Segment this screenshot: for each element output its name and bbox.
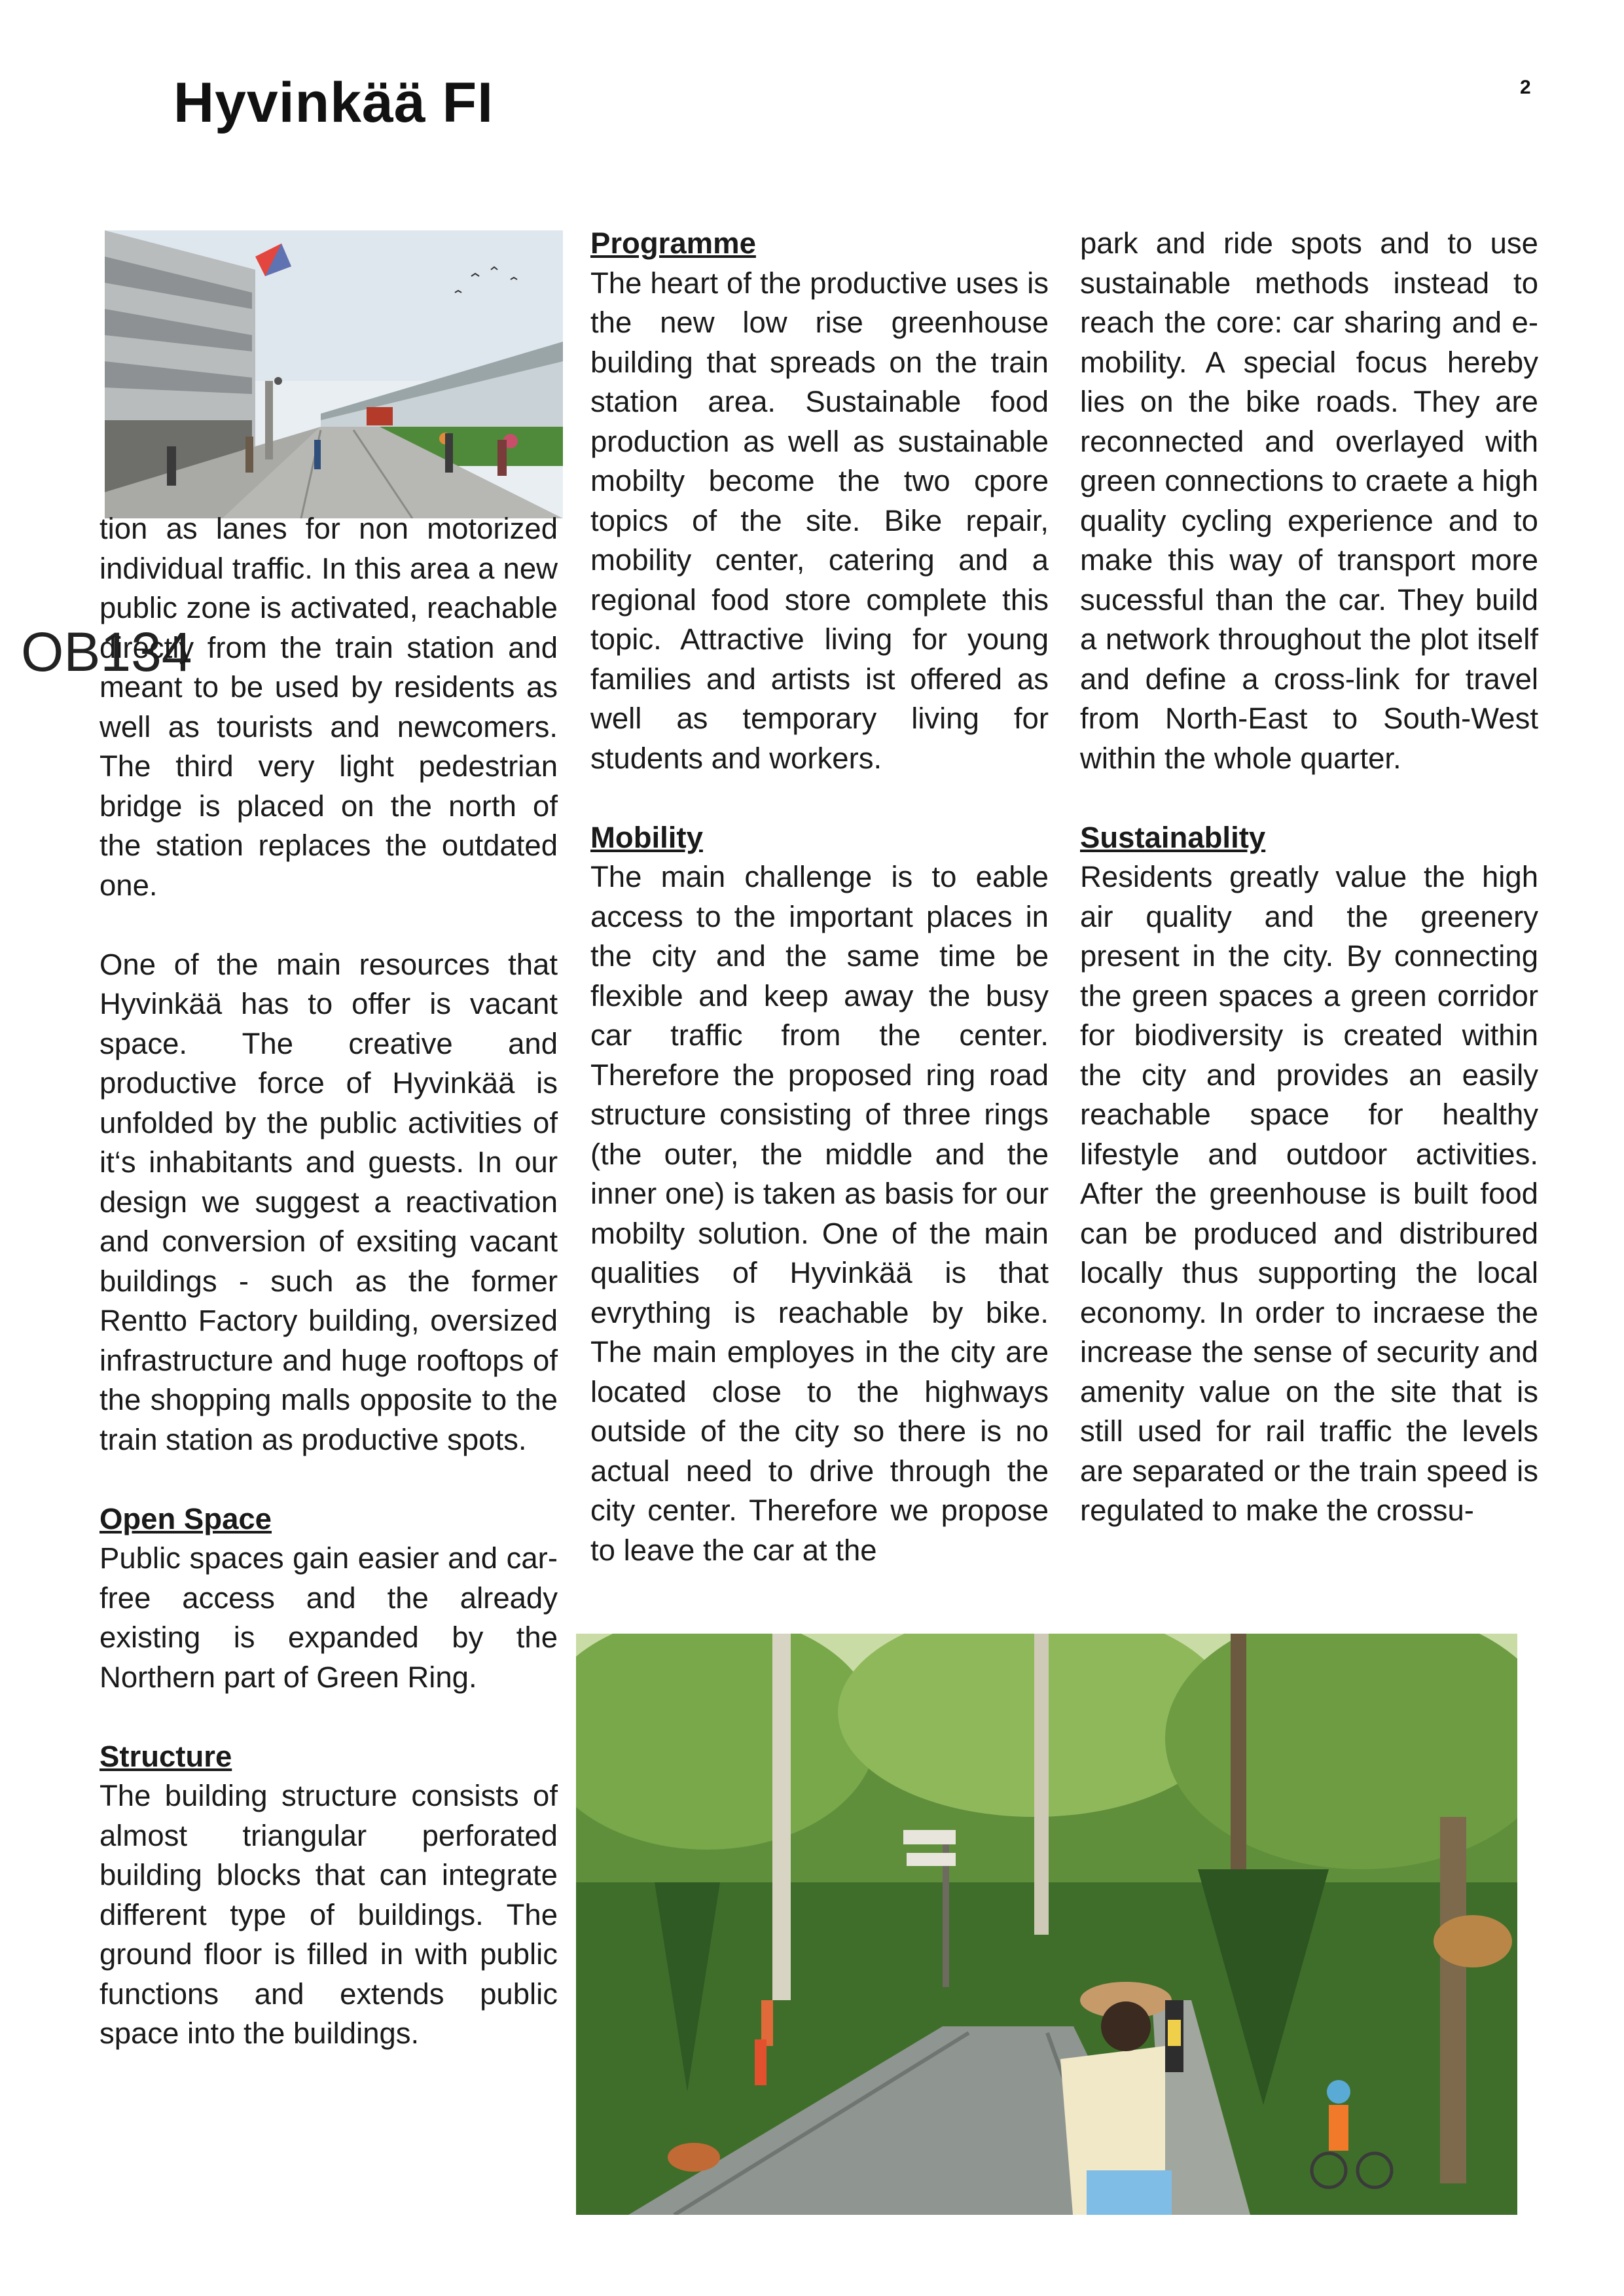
code-label: OB134	[21, 621, 192, 683]
text-column-left	[99, 509, 558, 2054]
open-space-paragraph: Public spaces gain easier and car- free access and the already existing is expanded by the Northern part of Green Ring.	[99, 1541, 558, 1694]
text-column-middle	[590, 224, 1049, 1570]
intro-paragraph: tion as lanes for non motorized individual traffic. In this area a new public zone is activated, reachable directly from the train station and meant to be used by residents as well as tourists and newcomers. The third very light pedestrian bridge is placed on the north of the station replaces the outdated one.	[99, 512, 558, 902]
mobility-heading: Mobility	[590, 820, 703, 854]
structure-heading: Structure	[99, 1739, 232, 1773]
programme-paragraph: The heart of the productive uses is the new low rise greenhouse building that spreads on the train station area. Sustainable food production as well as sustainable mobilty become the two cpore topics of the site. Bike repair, mobility center, catering and a regional food store complete this topic. Attractive living for young families and artists ist offered as well as temporary living for students and workers.	[590, 266, 1049, 775]
mobility-continued-paragraph: park and ride spots and to use sustainable methods instead to reach the core: car sharing and e-mobility. A special focus hereby lies on the bike roads. They are reconnected and overlayed with green connections to craete a high quality cycling experience and to make this way of transport more sucessful than the car. They build a network throughout the plot itself and define a cross-link for travel from North-East to South-West within the whole quarter.	[1080, 226, 1538, 775]
forest-rendering-image	[576, 1634, 1517, 2215]
sustainability-paragraph: Residents greatly value the high air quality and the greenery present in the city. By connecting the green spaces a green corridor for biodiversity is created within the city and provides an easily reachable space for healthy lifestyle and outdoor activities. After the greenhouse is built food can be produced and distribured locally thus supporting the local economy. In order to incraese the increase the sense of security and amenity value on the site that is still used for rail traffic the levels are separated or the train speed is regulated to make the crossu-	[1080, 860, 1538, 1527]
structure-paragraph: The building structure consists of almost triangular perforated building blocks that can integrate different type of buildings. The ground floor is filled in with public functions and extends public space into the buildings.	[99, 1779, 558, 2050]
resources-paragraph: One of the main resources that Hyvinkää has to offer is vacant space. The creative and productive force of Hyvinkää is unfolded by the public activities of it‘s inhabitants and guests. In our design we suggest a reactivation and conversion of exsiting vacant buildings - such as the former Rentto Factory building, oversized infrastructure and huge rooftops of the shopping malls opposite to the train station as productive spots.	[99, 947, 558, 1456]
text-column-right	[1080, 224, 1538, 1531]
street-rendering-image	[105, 230, 563, 518]
mobility-paragraph: The main challenge is to eable access to the important places in the city and the same time be flexible and keep away the busy car traffic from the center. Therefore the proposed ring road structure consisting of three rings (the outer, the middle and the inner one) is taken as basis for our mobilty solution. One of the main qualities of Hyvinkää is that evrything is reachable by bike. The main employes in the city are located close to the highways outside of the city so there is no actual need to drive through the city center. Therefore we propose to leave the car at the	[590, 860, 1049, 1567]
page-title: Hyvinkää FI	[173, 71, 494, 134]
programme-heading: Programme	[590, 226, 756, 260]
open-space-heading: Open Space	[99, 1501, 272, 1535]
page-number: 2	[1520, 77, 1531, 98]
sustainability-heading: Sustainablity	[1080, 820, 1266, 854]
